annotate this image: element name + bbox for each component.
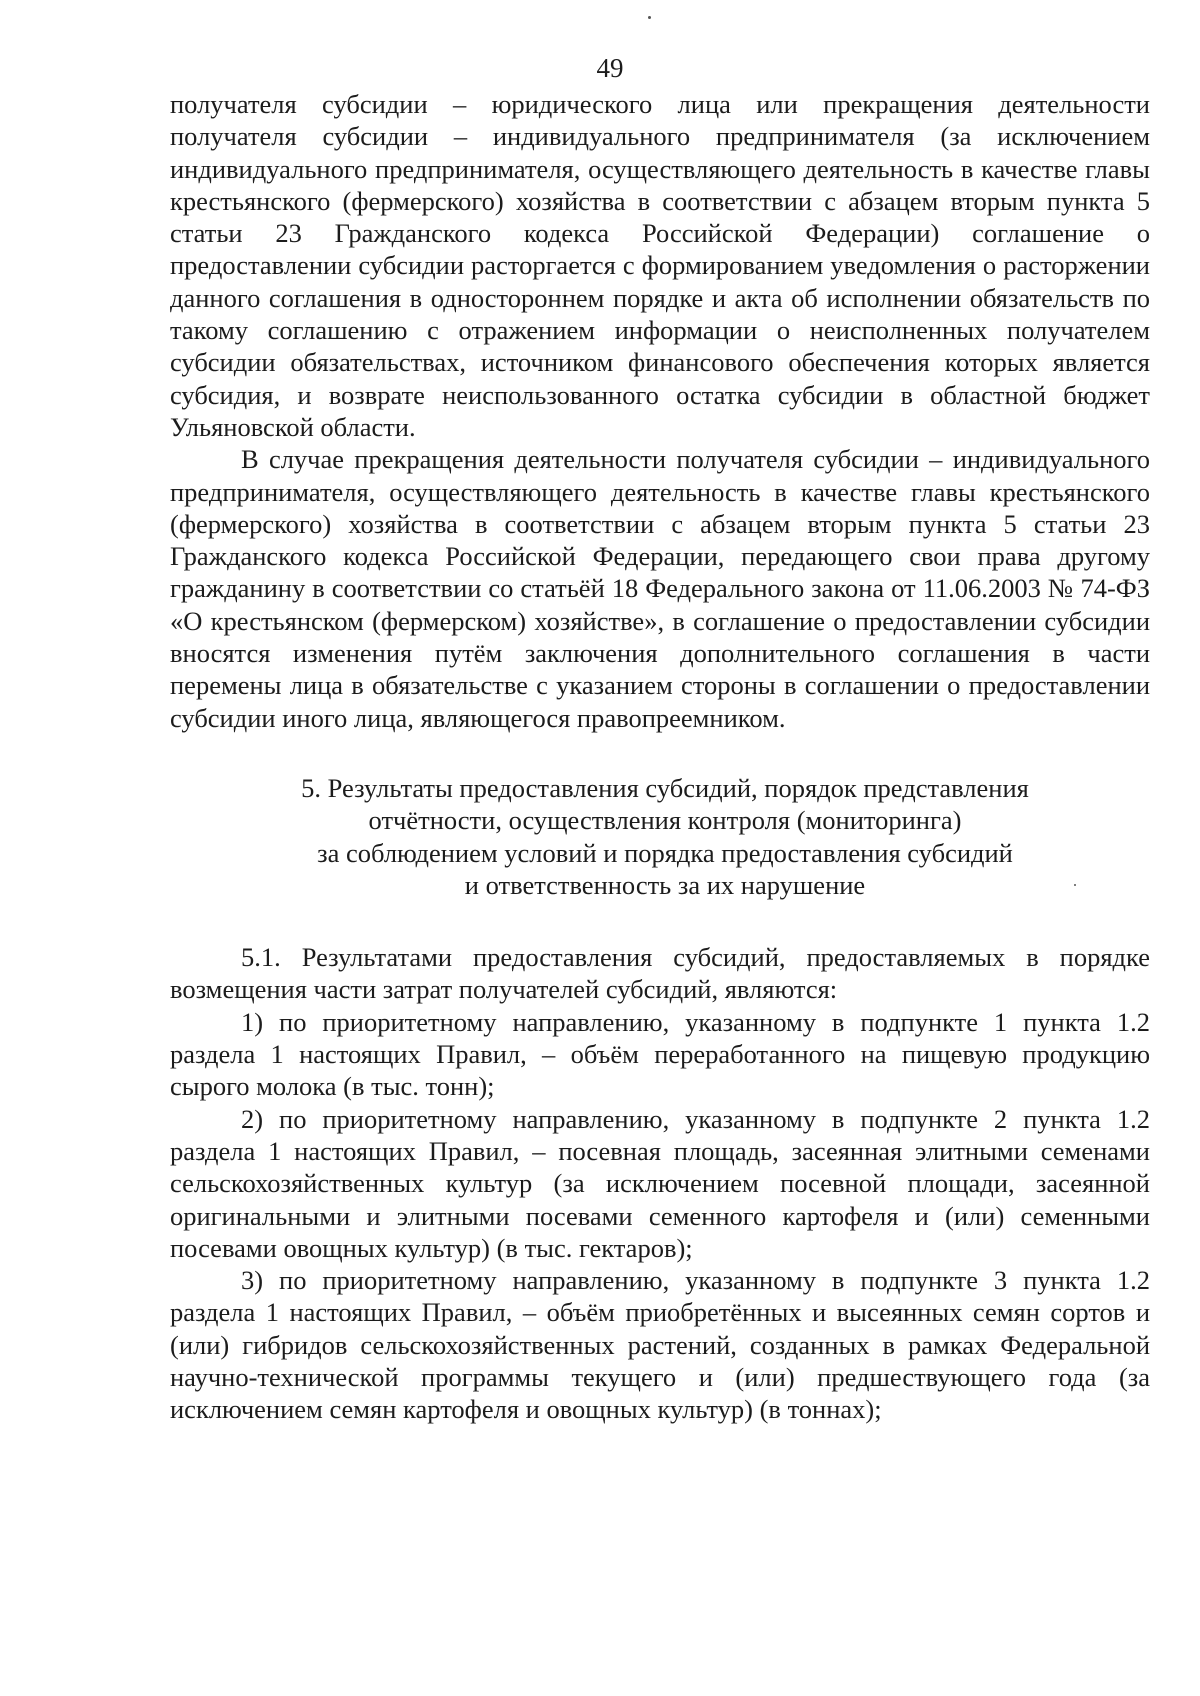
list-item-2: 2) по приоритетному направлению, указанному в подпункте 2 пункта 1.2 раздела 1 настоящих Правил, – посевная площадь, засеянная элитными семенами сельскохозяйственных культур (за исключением посевной площади, засеянной оригинальными и элитными посевами семенного картофеля и (или) семенными посевами овощных культур) (в тыс. гектаров);: [170, 1103, 1150, 1263]
page-number: 49: [596, 53, 624, 83]
section-heading-line: и ответственность за их нарушение: [464, 869, 866, 900]
section-heading-line: отчётности, осуществления контроля (мониторинга): [368, 805, 962, 836]
paragraph-5-1: 5.1. Результатами предоставления субсидий, предоставляемых в порядке возмещения части затрат получателей субсидий, являются:: [170, 942, 1150, 1005]
section-heading: [170, 772, 1150, 901]
scan-artifact: [648, 16, 651, 19]
document-body: [170, 88, 1150, 1426]
list-item-3: 3) по приоритетному направлению, указанному в подпункте 3 пункта 1.2 раздела 1 настоящих Правил, – объём приобретённых и высеянных семян сортов и (или) гибридов сельскохозяйственных растений, созданных в рамках Федеральной научно-технической программы текущего и (или) предшествующего года (за исключением семян картофеля и овощных культур) (в тоннах);: [170, 1265, 1150, 1425]
paragraph-succession: В случае прекращения деятельности получателя субсидии – индивидуального предпринимателя, осуществляющего деятельность в качестве главы крестьянского (фермерского) хозяйства в соответствии с абзацем вторым пункта 5 статьи 23 Гражданского кодекса Российской Федерации, передающего свои права другому гражданину в соответствии со статьёй 18 Федерального закона от 11.06.2003 № 74-ФЗ «О крестьянском (фермерском) хозяйстве», в соглашение о предоставлении субсидии вносятся изменения путём заключения дополнительного соглашения в части перемены лица в обязательстве с указанием стороны в соглашении о предоставлении субсидии иного лица, являющегося правопреемником.: [170, 444, 1150, 733]
paragraph-continuation: получателя субсидии – юридического лица или прекращения деятельности получателя субсидии – индивидуального предпринимателя (за исключением индивидуального предпринимателя, осуществляющего деятельность в качестве главы крестьянского (фермерского) хозяйства в соответствии с абзацем вторым пункта 5 статьи 23 Гражданского кодекса Российской Федерации) соглашение о предоставлении субсидии расторгается с формированием уведомления о расторжении данного соглашения в одностороннем порядке и акта об исполнении обязательств по такому соглашению с отражением информации о неисполненных получателем субсидии обязательствах, источником финансового обеспечения которых является субсидия, и возврате неиспользованного остатка субсидии в областной бюджет Ульяновской области.: [170, 89, 1150, 442]
section-heading-line: за соблюдением условий и порядка предоставления субсидий: [317, 837, 1013, 868]
section-heading-line: 5. Результаты предоставления субсидий, порядок представления: [301, 772, 1029, 803]
list-item-1: 1) по приоритетному направлению, указанному в подпункте 1 пункта 1.2 раздела 1 настоящих Правил, – объём переработанного на пищевую продукцию сырого молока (в тыс. тонн);: [170, 1006, 1150, 1102]
